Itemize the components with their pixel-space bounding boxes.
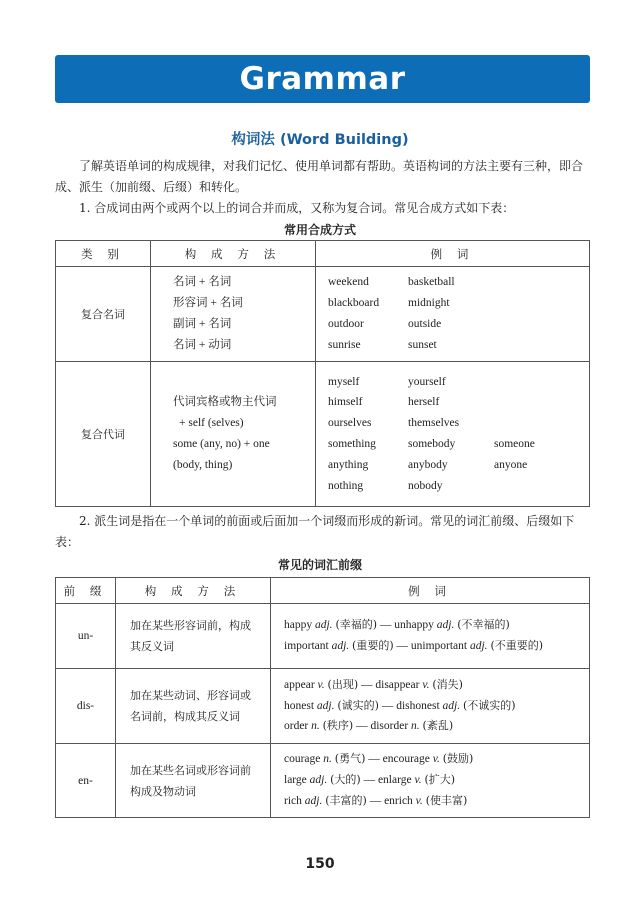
base-word: courage — [284, 753, 321, 766]
example-word — [494, 372, 588, 393]
example-word: something — [328, 438, 376, 450]
gloss: (出现) — [327, 677, 359, 691]
intro-paragraph: 了解英语单词的构成规律，对我们记忆、使用单词都有帮助。英语构词的方法主要有三种，即合成、派生（加前缀、后缀）和转化。 — [55, 159, 584, 194]
examples-cell — [316, 362, 590, 507]
table-row — [56, 267, 590, 362]
header-method: 构 成 方 法 — [116, 578, 271, 604]
part-of-speech: n. — [411, 720, 420, 733]
prefix-cell: un- — [56, 604, 116, 669]
gloss: (幸福的) — [335, 618, 378, 632]
examples-grid — [317, 272, 588, 355]
gloss: (消失) — [432, 677, 463, 691]
example-word: sunset — [408, 338, 437, 351]
example-word: anyone — [494, 458, 528, 471]
example-word: weekend — [328, 276, 369, 289]
part-of-speech: v. — [415, 794, 423, 807]
header-category: 类 别 — [56, 241, 151, 267]
gloss: (使丰富) — [425, 793, 468, 807]
example-word: themselves — [408, 417, 460, 430]
method-cell — [151, 267, 316, 362]
part-of-speech: adj. — [309, 774, 328, 787]
category-cell: 复合代词 — [56, 362, 151, 507]
example-word: nobody — [408, 479, 443, 492]
prefix-cell: en- — [56, 744, 116, 818]
example-word: anything — [328, 458, 369, 471]
example-word: himself — [328, 396, 363, 409]
compound-paragraph: 1. 合成词由两个或两个以上的词合并而成，又称为复合词。常见合成方式如下表： — [79, 201, 515, 215]
base-word: important — [284, 640, 329, 652]
table-row — [56, 362, 590, 507]
method-cell: 加在某些动词、形容词或名词前，构成其反义词 — [116, 669, 271, 744]
method-line: (body, thing) — [173, 458, 233, 471]
table-row — [56, 744, 590, 818]
method-line: + self (selves) — [179, 417, 244, 430]
derived-word: disappear — [375, 678, 420, 691]
table2-caption: 常见的词汇前缀 — [277, 558, 362, 572]
part-of-speech: v. — [414, 774, 422, 787]
derived-word: disorder — [370, 720, 409, 733]
part-of-speech: adj. — [304, 794, 323, 807]
method-line: 名词 + 名词 — [173, 276, 232, 289]
method-line: 形容词 + 名词 — [173, 297, 243, 310]
gloss: (丰富的) — [325, 793, 367, 807]
method-cell — [151, 362, 316, 507]
derived-word: dishonest — [396, 699, 440, 712]
base-word: honest — [284, 699, 315, 712]
example-word: myself — [328, 375, 360, 388]
example-word: ourselves — [328, 417, 372, 430]
gloss: (诚实的) — [337, 698, 379, 712]
derived-word: enlarge — [377, 774, 412, 787]
banner-title: Grammar — [239, 61, 406, 97]
example-word: someone — [494, 438, 535, 450]
part-of-speech: adj. — [436, 619, 455, 632]
part-of-speech: v. — [317, 678, 325, 691]
prefix-cell: dis- — [56, 669, 116, 744]
gloss: (鼓励) — [442, 752, 474, 766]
example-word — [494, 392, 588, 413]
part-of-speech: adj. — [331, 640, 350, 652]
derivation-paragraph: 2. 派生词是指在一个单词的前面或后面加一个词缀而形成的新词。常见的词汇前缀、后缀如下表： — [55, 514, 575, 549]
example-word: basketball — [408, 276, 455, 289]
example-line: appear v. (出现) — disappear v. (消失) — [284, 677, 463, 691]
example-word — [494, 413, 588, 434]
table-row — [56, 604, 590, 669]
header-examples: 例 词 — [271, 578, 590, 604]
example-word — [494, 293, 588, 314]
base-word: rich — [284, 794, 302, 807]
example-word: nothing — [328, 479, 364, 492]
category-cell: 复合名词 — [56, 267, 151, 362]
gloss: (不诚实的) — [462, 698, 516, 712]
gloss: (重要的) — [352, 639, 394, 652]
example-line: happy adj. (幸福的) — unhappy adj. (不幸福的) — [284, 618, 510, 632]
gloss: (勇气) — [334, 752, 366, 766]
example-line: honest adj. (诚实的) — dishonest adj. (不诚实的) — [284, 698, 516, 712]
example-word — [494, 476, 588, 497]
method-line: 副词 + 名词 — [173, 318, 232, 330]
gloss: (扩大) — [424, 773, 456, 787]
examples-grid — [317, 372, 588, 497]
gloss: (紊乱) — [422, 719, 454, 733]
example-word — [494, 335, 588, 356]
method-cell: 加在某些名词或形容词前构成及物动词 — [116, 744, 271, 818]
example-word: anybody — [408, 458, 448, 471]
example-word: blackboard — [328, 297, 380, 310]
compound-table — [55, 240, 590, 507]
examples-cell — [271, 744, 590, 818]
example-word — [494, 272, 588, 293]
base-word: appear — [284, 678, 315, 691]
base-word: large — [284, 774, 307, 787]
table1-caption: 常用合成方式 — [283, 223, 356, 237]
example-word: somebody — [408, 438, 456, 450]
header-prefix: 前 缀 — [56, 578, 116, 604]
header-method: 构 成 方 法 — [151, 241, 316, 267]
derived-word: enrich — [384, 794, 413, 807]
example-word — [494, 314, 588, 335]
section-subtitle: 构词法 (Word Building) — [231, 132, 409, 148]
derived-word: unimportant — [410, 640, 468, 652]
example-word: sunrise — [328, 338, 361, 351]
gloss: (不重要的) — [490, 639, 544, 652]
part-of-speech: n. — [323, 753, 332, 766]
examples-cell — [271, 604, 590, 669]
derived-word: encourage — [382, 753, 430, 766]
prefix-table — [55, 577, 590, 818]
example-word: yourself — [408, 375, 446, 388]
header-examples: 例 词 — [316, 241, 590, 267]
examples-cell — [271, 669, 590, 744]
example-line: large adj. (大的) — enlarge v. (扩大) — [284, 773, 456, 787]
gloss: (大的) — [330, 773, 361, 787]
part-of-speech: v. — [432, 753, 440, 766]
method-line: some (any, no) + one — [173, 438, 270, 450]
gloss: (不幸福的) — [457, 618, 510, 632]
method-line: 名词 + 动词 — [173, 338, 232, 351]
table-row — [56, 669, 590, 744]
part-of-speech: n. — [311, 720, 320, 733]
base-word: happy — [284, 619, 313, 632]
example-word: herself — [408, 396, 440, 409]
section-banner — [55, 55, 590, 103]
example-word: outside — [408, 318, 442, 330]
gloss: (秩序) — [322, 719, 354, 733]
example-line: rich adj. (丰富的) — enrich v. (使丰富) — [284, 793, 468, 807]
part-of-speech: v. — [422, 678, 430, 691]
part-of-speech: adj. — [314, 619, 333, 632]
part-of-speech: adj. — [316, 699, 335, 712]
examples-cell — [316, 267, 590, 362]
derived-word: unhappy — [394, 619, 434, 632]
method-cell: 加在某些形容词前，构成其反义词 — [116, 604, 271, 669]
page-number: 150 — [305, 856, 335, 872]
example-line: courage n. (勇气) — encourage v. (鼓励) — [284, 752, 474, 766]
part-of-speech: adj. — [442, 699, 461, 712]
base-word: order — [284, 720, 309, 733]
part-of-speech: adj. — [469, 640, 488, 652]
example-word: outdoor — [328, 318, 364, 330]
example-line: important adj. (重要的) — unimportant adj. (不重要的) — [284, 639, 544, 652]
example-word: midnight — [408, 297, 450, 310]
example-line: order n. (秩序) — disorder n. (紊乱) — [284, 719, 454, 733]
method-line: 代词宾格或物主代词 — [173, 396, 277, 409]
